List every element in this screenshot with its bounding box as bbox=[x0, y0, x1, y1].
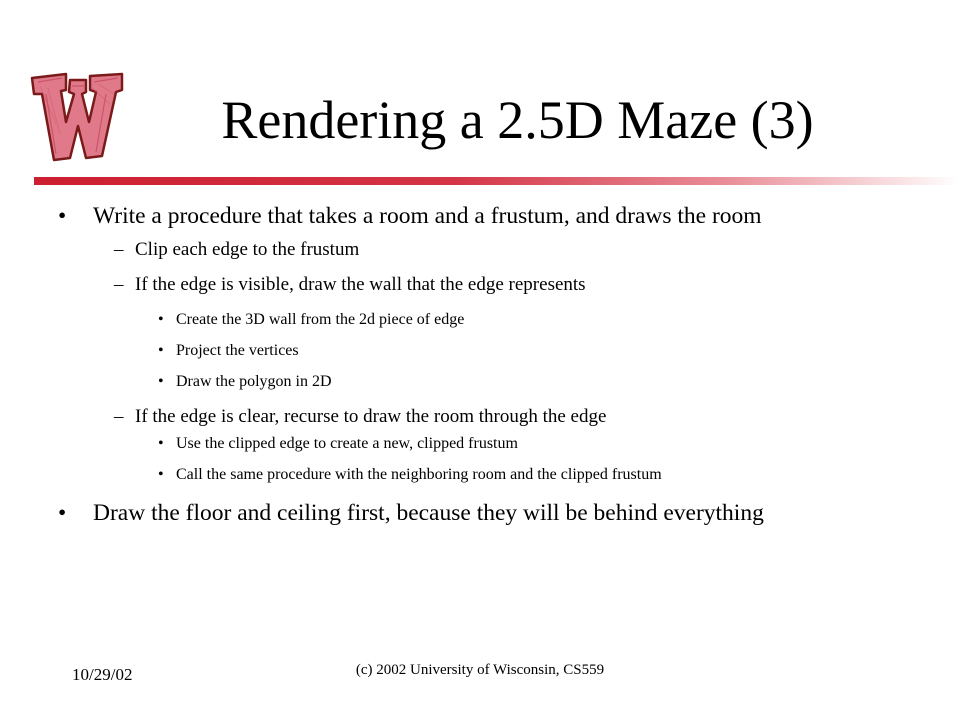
footer-copyright: (c) 2002 University of Wisconsin, CS559 bbox=[355, 662, 605, 678]
bullet-text: If the edge is clear, recurse to draw the room through the edge bbox=[135, 406, 607, 427]
footer-date: 10/29/02 bbox=[72, 665, 133, 684]
bullet-glyph: • bbox=[158, 435, 164, 452]
bullet-text: Draw the polygon in 2D bbox=[176, 373, 332, 390]
bullet-text: Project the vertices bbox=[176, 342, 299, 359]
bullet-text: If the edge is visible, draw the wall that the edge represents bbox=[135, 274, 586, 295]
bullet-text: Write a procedure that takes a room and a frustum, and draws the room bbox=[93, 203, 762, 229]
bullet-text: Create the 3D wall from the 2d piece of edge bbox=[176, 311, 465, 328]
bullet-text: Draw the floor and ceiling first, because they will be behind everything bbox=[93, 500, 764, 526]
dash-glyph: – bbox=[114, 239, 124, 260]
bullet-glyph: • bbox=[58, 500, 67, 526]
bullet-text: Clip each edge to the frustum bbox=[135, 239, 360, 260]
bullet-glyph: • bbox=[158, 342, 164, 359]
bullet-glyph: • bbox=[158, 373, 164, 390]
bullet-text: Call the same procedure with the neighboring room and the clipped frustum bbox=[176, 466, 662, 483]
dash-glyph: – bbox=[114, 406, 124, 427]
bullet-glyph: • bbox=[158, 466, 164, 483]
bullet-glyph: • bbox=[158, 311, 164, 328]
slide-title: Rendering a 2.5D Maze (3) bbox=[221, 90, 814, 150]
dash-glyph: – bbox=[114, 274, 124, 295]
bullet-text: Use the clipped edge to create a new, clipped frustum bbox=[176, 435, 518, 452]
bullet-glyph: • bbox=[58, 203, 67, 229]
